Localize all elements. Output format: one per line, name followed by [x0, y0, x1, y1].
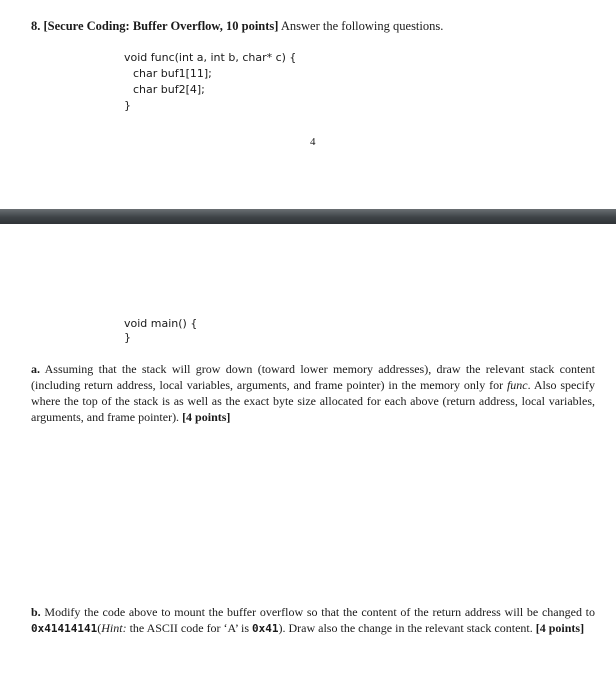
- part-a-text-2: . Also specify where the top of the stack is as well as the exact byte size allocated for each above (return address, local variables, arguments, and frame pointer).: [31, 378, 595, 424]
- part-b-text-2: the ASCII code for ‘A’ is: [126, 621, 252, 635]
- part-b-paren: (: [97, 621, 102, 635]
- question-title: [Secure Coding: Buffer Overflow, 10 points]: [43, 19, 279, 33]
- part-b-address: 0x41414141: [31, 622, 98, 635]
- part-b-ascii: 0x41: [252, 622, 279, 635]
- page-number: 4: [310, 136, 316, 148]
- page-break-divider: [0, 209, 616, 224]
- part-b-text-3: ). Draw also the change in the relevant stack content.: [278, 621, 536, 635]
- func-signature: void func(int a, int b, char* c) {: [124, 51, 297, 64]
- part-a-func-name: func: [506, 378, 528, 392]
- question-number: 8.: [31, 19, 41, 33]
- part-b-points: [4 points]: [535, 621, 585, 635]
- part-a-points: [4 points]: [182, 410, 231, 424]
- part-b-paragraph: [31, 604, 595, 637]
- part-b-label: b.: [31, 605, 41, 619]
- buf2-declaration: char buf2[4];: [133, 83, 205, 96]
- part-b-hint-label: Hint:: [101, 621, 127, 635]
- main-signature: void main() {: [124, 317, 198, 330]
- part-b-text-1: Modify the code above to mount the buffer overflow so that the content of the return address will be changed to: [40, 605, 595, 619]
- question-instruction: Answer the following questions.: [278, 19, 444, 33]
- func-closing-brace: }: [124, 99, 131, 112]
- buf1-declaration: char buf1[11];: [133, 67, 212, 80]
- main-closing-brace: }: [124, 331, 131, 344]
- part-a-text-1: Assuming that the stack will grow down (toward lower memory addresses), draw the relevant stack content (including return address, local variables, arguments, and frame pointer) in the memory only for: [31, 362, 595, 392]
- part-a-label: a.: [31, 362, 40, 376]
- part-a-paragraph: [31, 361, 595, 425]
- question-heading: [31, 19, 443, 34]
